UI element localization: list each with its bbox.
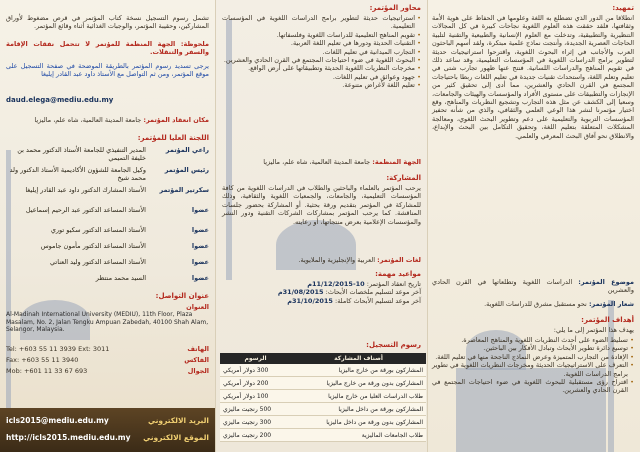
committee-row: عضوا الأستاذ المساعد الدكتور مأمون جاموس: [40, 242, 209, 250]
committee-row: رئيس المؤتمر وكيل الجامعة للشؤون الأكاديمية الأستاذ الدكتور ولد محمد شيخ: [9, 166, 209, 182]
topic-text: الدراسات اللغوية وتطلعاتها في القرن الحادي والعشرين: [432, 278, 634, 295]
goal-item: • التعرف على الاستراتيجيات الحديثة ومخرجات النظريات اللغوية في تطوير برامج الدراسات اللغوية.: [432, 361, 634, 378]
email-row: [6, 416, 209, 425]
axis-item: • تقويم المناهج التعليمية للدراسات اللغوية وفلسفاتها.: [222, 31, 421, 39]
venue-label: مكان انعقاد المؤتمر:: [143, 116, 209, 124]
email-label: البريد الالكتروني: [148, 416, 209, 425]
table-row: المشاركون بورقة من داخل ماليزيا 500 رنجيت ماليزي: [220, 403, 426, 416]
slogan: [432, 300, 634, 308]
languages: [222, 256, 421, 264]
mobile-label: الجوال: [187, 367, 209, 375]
committee-row: عضوا الأستاذ المساعد الدكتور سكيو توري: [50, 226, 209, 234]
goal-item: • الإفادة من التجارب المتميزة وعرض النماذج الناجحة منها في تعليم اللغة.: [432, 353, 634, 361]
fax-row: [6, 356, 209, 364]
participation-title: المشاركة:: [386, 174, 421, 182]
accommodation-note: ملحوظة: الجهة المنظمة للمؤتمر لا تتحمل نفقات الإقامة والسفر والتنقلات.: [6, 40, 209, 57]
topic-label: موضوع المؤتمر:: [578, 278, 635, 286]
slogan-text: نحو مستقبل مشرق للدراسات اللغوية.: [484, 300, 587, 308]
phone-row: [6, 345, 209, 353]
organizer: [222, 158, 421, 166]
venue: [6, 116, 209, 124]
intro-title: تمهيد:: [612, 4, 634, 12]
date-row: تاريخ انعقاد المؤتمر: 10-11/12/2015م: [307, 280, 421, 288]
axis-item: • مخرجات النظريات اللغوية الحديثة وتطبيقاتها على أرض الواقع.: [222, 64, 421, 72]
goals-title: أهداف المؤتمر:: [581, 316, 634, 324]
phone-number[interactable]: Tel: +603 55 11 3939 Ext: 3011: [6, 345, 110, 353]
date-row: آخر موعد لتسليم ملخصات الأبحاث: 31/08/2015م: [277, 288, 421, 297]
goal-item: • تسليط الضوء على أحدث النظريات اللغوية والمناهج المعاصرة.: [432, 336, 634, 344]
mobile-row: [6, 367, 209, 375]
fees-header-price: الرسوم: [220, 353, 291, 364]
organizer-text: جامعة المدينة العالمية، شاه علم، ماليزيا: [263, 158, 371, 166]
axes-title: محاور المؤتمر:: [369, 4, 421, 12]
goals-intro: يهدف هذا المؤتمر إلى ما يلي:: [553, 326, 634, 334]
goal-item: • اقتراح رؤى مستقبلية للبحوث اللغوية في ضوء احتياجات المجتمع في القرن الحادي والعشرين.: [432, 378, 634, 395]
website-link[interactable]: http://icls2015.mediu.edu.my: [6, 433, 131, 442]
table-row: المشاركون بورقة من خارج ماليزيا 300 دولار أمريكي: [220, 364, 426, 377]
axis-item: • استراتيجيات حديثة لتطوير برامج الدراسات اللغوية في المؤسسات التعليمية.: [222, 14, 421, 31]
website-label: الموقع الالكتروني: [143, 433, 209, 442]
secretary-email[interactable]: daud.elega@mediu.edu.my: [6, 96, 114, 104]
fees-header-category: أصناف المشاركة: [291, 353, 426, 364]
goals-list: [432, 336, 634, 395]
committee-row: راعي المؤتمر المدير التنفيذي للجامعة الأستاذ الدكتور محمد بن خليفة التميمي: [17, 146, 209, 162]
email-link[interactable]: icls2015@mediu.edu.my: [6, 416, 109, 425]
committee-title: اللجنة العليا للمؤتمر:: [137, 134, 209, 142]
participation-text: يرحب المؤتمر بالعلماء والباحثين والطلاب في الدراسات اللغوية من كافة المؤسسات التعليمية، والجامعات، والجمعيات اللغوية والثقافية، وذلك للمشاركة في المؤتمر بتقديم ورقة بحثية. أو المشاركة بحضور جلسات المناقشة. كما يرحب المؤتمر بمشاركات الشركات التقنية ودور النشر والمؤسسات الإعلامية بعرض منتجاتها، أو رعايته.: [222, 184, 421, 226]
payment-note: يرجى تسديد رسوم المؤتمر بالطريقة الموضحة في صفحة التسجيل على موقع المؤتمر، ومن ثم التواصل مع الأستاذ داود عبد القادر إيليغا: [6, 62, 209, 79]
languages-text: العربية والإنجليزية والملايوية.: [298, 256, 376, 264]
axes-panel: [215, 0, 428, 452]
languages-label: لغات المؤتمر:: [377, 256, 421, 264]
topic: [432, 278, 634, 295]
fees-title: رسوم التسجيل:: [366, 341, 421, 349]
organizer-label: الجهة المنظمة:: [372, 158, 421, 166]
fax-label: الفاكس: [184, 356, 209, 364]
committee-row: عضوا الأستاذ المساعد الدكتور عبد الرحيم إسماعيل: [25, 206, 209, 214]
website-row: [6, 433, 209, 442]
mobile-number[interactable]: Mob: +601 11 33 67 693: [6, 367, 88, 375]
axis-item: • البحوث اللغوية في ضوء احتياجات المجتمع في القرن الحادي والعشرين.: [222, 56, 421, 64]
table-row: طلاب الدراسات العليا من خارج ماليزيا 100 دولار أمريكي: [220, 390, 426, 403]
table-row: المشاركون بدون ورقة من خارج ماليزيا 200 دولار أمريكي: [220, 377, 426, 390]
fees-table: [220, 353, 426, 442]
contact-panel: [0, 0, 215, 452]
fax-number: Fax: +603 55 11 3940: [6, 356, 79, 364]
address-label: العنوان: [186, 303, 209, 311]
phone-label: الهاتف: [187, 345, 209, 353]
dates-title: مواعيد مهمة:: [375, 270, 421, 278]
axis-item: • تعليم اللغة لأغراض متنوعة.: [222, 81, 421, 89]
committee-row: عضوا الأستاذ المساعد الدكتور وليد العناتي: [49, 258, 209, 266]
table-row: طلاب الجامعات الماليزية 200 رنجيت ماليزي: [220, 429, 426, 442]
address-title: عنوان التواصل:: [155, 292, 209, 300]
intro-text: انطلاقا من الدور الذي تضطلع به اللغة وعلومها في الحفاظ على هوية الأمة وثقافتها، فلقد حققت هذه العلوم اللغوية نجاحات كبيرة في كل المجالات التنظيرية والتطبيقية، وتدخلت مع العلوم الإنسانية والطبيعية والتقنية لتلبية الحاجات العصرية الجديدة، وأنتجت نماذج علمية مبتكرة، ولقد أسهم الباحثون العرب والأجانب في إثراء البحوث اللغوية، واقترحوا استراتيجيات حديثة لتطوير برامج الدراسات اللغوية في المؤسسات التعليمية، وقد ساعد ذلك في تقويم المناهج والدراسات اللسانية. فنتج عنها ظهور تجارب شتى في تعليم وتعلم اللغة، واستحداث تقنيات جديدة في تعليم اللغات ربطا باحتياجات المجتمع في القرن الحادي والعشرين، مما أدى إلى تحقيق كثير من الإنجازات والتطبيقات على مستوى الأفراد والمؤسسات والهيئات والجامعات، وسعيا إلى الكشف عن مثل هذه التجارب وتشجيع النظريات والمناهج، وقع اختيار مؤتمرنا لنشر هذا الوعي العلمي والثقافي، والذي من شأنه تحفيز المؤسسات التربوية والتعليمية على دعم وتطوير البحث اللغوي، ومعالجة المشكلات المتعلقة بتعليم اللغة، وتحقيق التكامل بين البحث والإبداع، والانطلاق نحو آفاق البحث المعرفي والعلمي.: [432, 14, 634, 140]
registration-notes: تشمل رسوم التسجيل نسخة كتاب المؤتمر في قرص مضغوط لأوراق المشاركين، وحقيبة المؤتمر، والوجبات الغذائية أثناء وقائع المؤتمر.: [6, 14, 209, 31]
address-text: Al-Madinah International University (MEDIU), 11th Floor, Plaza Masalam, No. 2, Jalan Tengku Ampuan Zabedah, 40100 Shah Alam, Selangor, Malaysia.: [6, 311, 209, 334]
date-row: آخر موعد لتسليم الأبحاث كاملة: 31/10/2015م: [287, 296, 421, 305]
contact-footer: [0, 408, 215, 452]
committee-row: سكرتير المؤتمر الأستاذ المشارك الدكتور داود عبد القادر إيليغا: [25, 186, 209, 194]
slogan-label: شعار المؤتمر:: [588, 300, 634, 308]
committee-row: عضوا السيد محمد منتظر: [95, 274, 209, 282]
intro-panel: [426, 0, 640, 452]
axis-item: • التقنيات الحديثة ودورها في تعليم اللغة العربية.: [222, 39, 421, 47]
goal-item: • توسيع دائرة تطوير الأبحاث وتبادل الأفكار بين الباحثين.: [432, 344, 634, 352]
dates-list: [222, 280, 421, 305]
venue-text: جامعة المدينة العالمية، شاه علم، ماليزيا: [34, 116, 142, 124]
table-row: المشاركون بدون ورقة من داخل ماليزيا 300 رنجيت ماليزي: [220, 416, 426, 429]
axis-item: • التجارب الميدانية في تعليم اللغات.: [222, 48, 421, 56]
axes-list: [222, 14, 421, 90]
axis-item: • جهود وعوائق في تعليم اللغات.: [222, 73, 421, 81]
